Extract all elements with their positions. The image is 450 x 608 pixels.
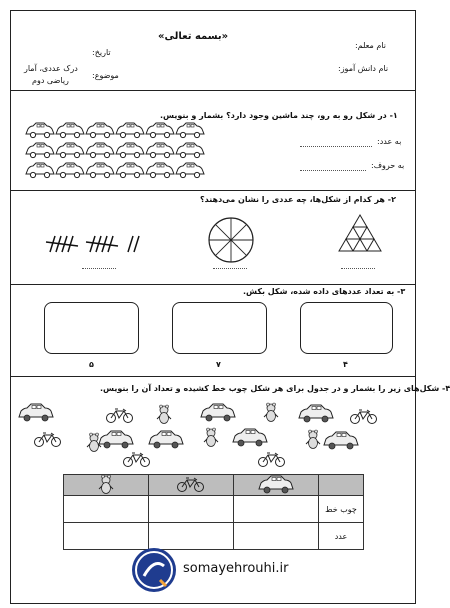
q3-divider	[10, 376, 416, 377]
car-icon	[99, 431, 133, 448]
bicycle-icon	[259, 453, 285, 467]
topic-label: موضوع:	[92, 71, 119, 80]
tally-cell-car[interactable]	[234, 496, 319, 523]
q1-letters-label: به حروف:	[371, 161, 405, 170]
q3-draw-box-left[interactable]	[44, 302, 139, 354]
car-icon	[86, 123, 114, 138]
q2-circle-figure	[196, 205, 266, 275]
car-icon	[56, 163, 84, 178]
car-icon	[176, 163, 204, 178]
q3-number-left: ۵	[89, 360, 94, 369]
table-header-bear	[64, 475, 149, 496]
bear-icon	[157, 405, 171, 424]
table-header-empty	[319, 475, 364, 496]
q2-divider	[10, 284, 416, 285]
q1-digits-label: به عدد:	[377, 137, 402, 146]
car-icon	[324, 432, 358, 449]
q4-question: ۴- شکل‌های زیر را بشمار و در جدول برای هر شکل چوب خط کشیده و تعداد آن را بنویس.	[100, 384, 450, 393]
q3-draw-box-middle[interactable]	[172, 302, 267, 354]
car-icon	[56, 143, 84, 158]
q2-circle-answer-line	[213, 268, 247, 269]
car-icon	[299, 405, 333, 422]
bicycle-icon	[124, 453, 150, 467]
q3-draw-box-right[interactable]	[300, 302, 393, 354]
number-cell-car[interactable]	[234, 523, 319, 550]
car-icon	[26, 163, 54, 178]
header-divider	[10, 90, 416, 91]
q4-tally-table	[63, 474, 364, 550]
table-header-bicycle	[149, 475, 234, 496]
q3-number-right: ۴	[343, 360, 348, 369]
table-row	[64, 496, 364, 523]
bicycle-icon	[351, 410, 377, 424]
q2-tally-answer-line	[82, 268, 116, 269]
car-icon	[19, 404, 53, 421]
car-icon	[233, 429, 267, 446]
car-icon	[86, 143, 114, 158]
bicycle-icon	[107, 409, 133, 423]
q2-question: ۲- هر کدام از شکل‌ها، چه عددی را نشان می‌دهند؟	[200, 195, 396, 204]
teacher-name-label: نام معلم:	[355, 41, 386, 50]
bicycle-icon	[35, 433, 61, 447]
basmala: «بسمه تعالی»	[158, 31, 229, 42]
car-icon	[258, 475, 294, 493]
car-icon	[149, 431, 183, 448]
car-icon	[86, 163, 114, 178]
row-label-number: عدد	[319, 523, 364, 550]
table-header-car	[234, 475, 319, 496]
tally-cell-bicycle[interactable]	[149, 496, 234, 523]
car-icon	[116, 143, 144, 158]
q1-divider	[10, 190, 416, 191]
row-label-tally: چوب خط	[319, 496, 364, 523]
bear-icon	[264, 403, 278, 422]
bear-icon	[306, 430, 320, 449]
q1-question: ۱- در شکل رو به رو، چند ماشین وجود دارد؟ بشمار و بنویس.	[160, 111, 398, 120]
car-icon	[26, 123, 54, 138]
site-logo	[130, 546, 178, 594]
car-icon	[146, 143, 174, 158]
q2-triangles-figure	[332, 213, 412, 273]
q3-number-middle: ۷	[216, 360, 221, 369]
q3-question: ۳- به تعداد عددهای داده شده، شکل بکش.	[243, 287, 406, 296]
car-icon	[56, 123, 84, 138]
topic-value-line2: ریاضی دوم	[32, 76, 69, 85]
car-icon	[176, 123, 204, 138]
date-label: تاریخ:	[92, 48, 111, 57]
q2-triangles-answer-line	[341, 268, 375, 269]
q1-digits-answer-line	[300, 146, 372, 147]
car-icon	[26, 143, 54, 158]
topic-value-line1: درک عددی، آمار	[24, 64, 78, 73]
car-icon	[116, 123, 144, 138]
table-row	[64, 523, 364, 550]
bear-icon	[87, 433, 101, 452]
car-icon	[201, 404, 235, 421]
tally-cell-bear[interactable]	[64, 496, 149, 523]
car-icon	[146, 123, 174, 138]
q2-tally-marks	[44, 230, 144, 260]
car-icon	[116, 163, 144, 178]
q4-mixed-shapes	[18, 400, 388, 470]
q1-cars-group	[25, 122, 215, 192]
bear-icon	[204, 428, 218, 447]
student-name-label: نام دانش آموز:	[338, 64, 389, 73]
q1-letters-answer-line	[300, 170, 366, 171]
footer-site[interactable]: somayehrouhi.ir	[183, 561, 289, 576]
car-icon	[146, 163, 174, 178]
bicycle-icon	[177, 476, 205, 492]
bear-icon	[99, 475, 113, 493]
